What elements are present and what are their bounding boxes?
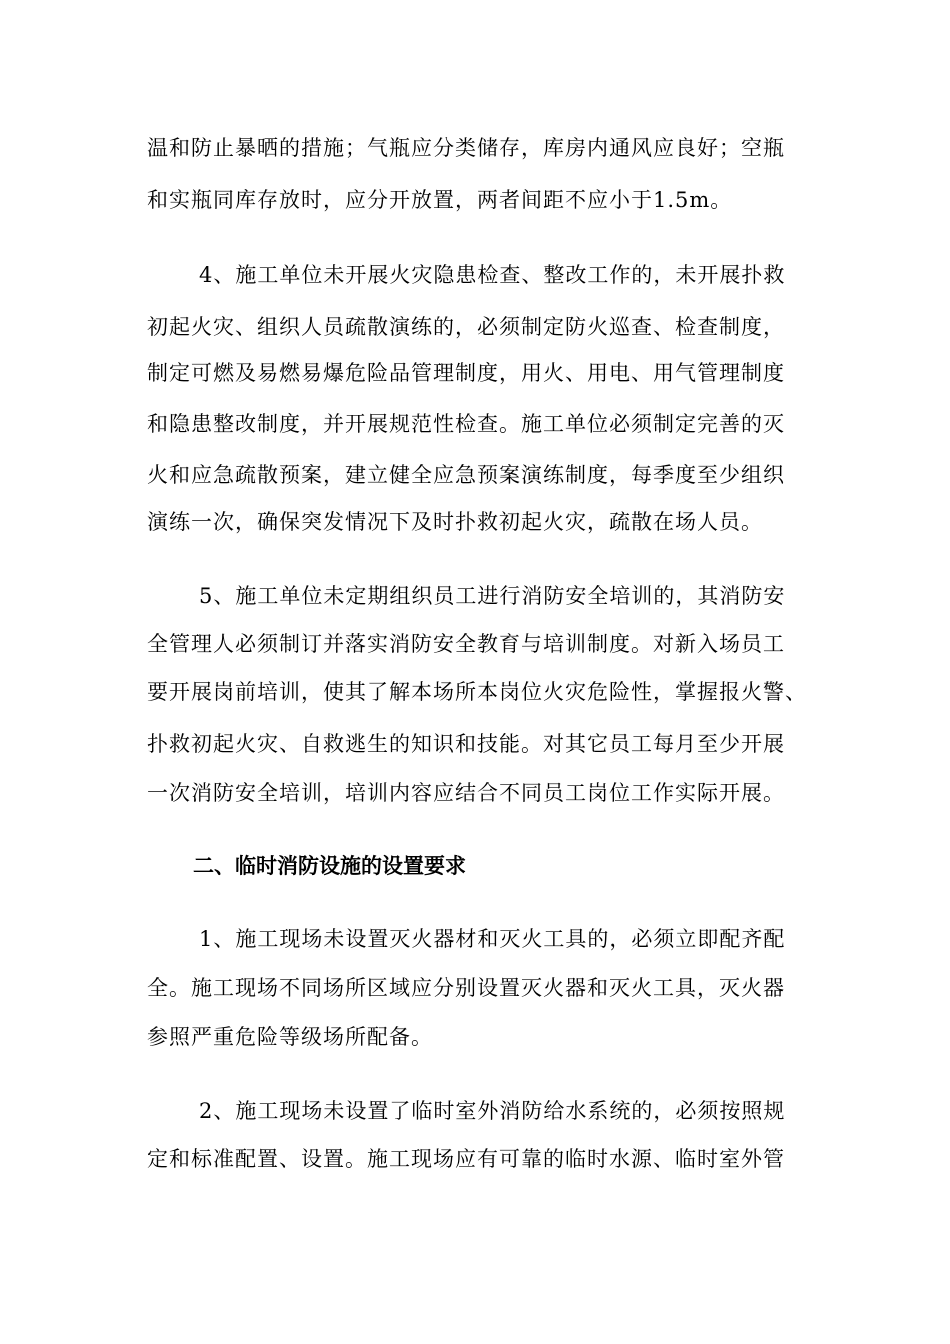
paragraph-line: 定和标准配置、设置。施工现场应有可靠的临时水源、临时室外管 — [147, 1147, 785, 1171]
paragraph-line: 5、施工单位未定期组织员工进行消防安全培训的，其消防安 — [199, 584, 786, 608]
paragraph-line: 全。施工现场不同场所区域应分别设置灭火器和灭火工具，灭火器 — [147, 976, 785, 1000]
paragraph-line: 一次消防安全培训，培训内容应结合不同员工岗位工作实际开展。 — [147, 781, 785, 805]
paragraph-line: 1、施工现场未设置灭火器材和灭火工具的，必须立即配齐配 — [199, 927, 786, 951]
paragraph-line: 火和应急疏散预案，建立健全应急预案演练制度，每季度至少组织 — [147, 463, 785, 487]
paragraph-line: 和实瓶同库存放时，应分开放置，两者间距不应小于1.5m。 — [147, 188, 733, 212]
paragraph-line: 2、施工现场未设置了临时室外消防给水系统的，必须按照规 — [199, 1099, 786, 1123]
paragraph-line: 参照严重危险等级场所配备。 — [147, 1025, 433, 1049]
paragraph-line: 制定可燃及易燃易爆危险品管理制度，用火、用电、用气管理制度 — [147, 361, 785, 385]
paragraph-line: 全管理人必须制订并落实消防安全教育与培训制度。对新入场员工 — [147, 632, 785, 656]
paragraph-line: 扑救初起火灾、自救逃生的知识和技能。对其它员工每月至少开展 — [147, 732, 785, 756]
paragraph-line: 4、施工单位未开展火灾隐患检查、整改工作的，未开展扑救 — [199, 263, 786, 287]
paragraph-line: 初起火灾、组织人员疏散演练的，必须制定防火巡查、检查制度， — [147, 315, 785, 339]
paragraph-line: 演练一次，确保突发情况下及时扑救初起火灾，疏散在场人员。 — [147, 510, 763, 534]
section-heading: 二、临时消防设施的设置要求 — [193, 854, 466, 878]
paragraph-line: 要开展岗前培训，使其了解本场所本岗位火灾危险性，掌握报火警、 — [147, 680, 807, 704]
paragraph-line: 和隐患整改制度，并开展规范性检查。施工单位必须制定完善的灭 — [147, 412, 785, 436]
paragraph-line: 温和防止暴晒的措施；气瓶应分类储存，库房内通风应良好；空瓶 — [147, 136, 785, 160]
